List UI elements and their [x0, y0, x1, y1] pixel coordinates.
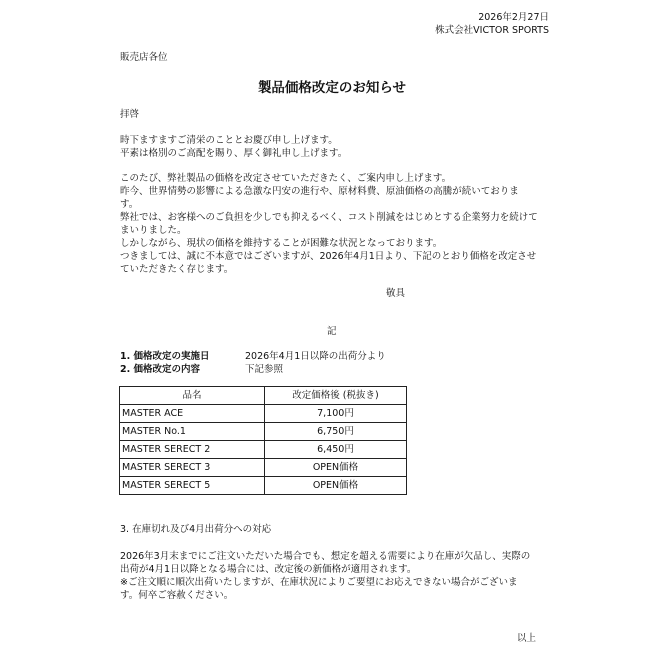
product-price: 7,100円 [265, 405, 407, 423]
section3-paragraph [120, 550, 560, 602]
section3-line: ※ご注文順に順次出荷いたしますが、在庫状況によりご要望にお応えできない場合がございま [120, 577, 518, 588]
body-line: しかしながら、現状の価格を維持することが困難な状況となっております。 [120, 238, 443, 249]
item-label-effective-date: 1. 価格改定の実施日 [120, 351, 210, 362]
document-date: 2026年2月27日 [478, 12, 549, 23]
body-line: す。 [120, 199, 139, 210]
document-title: 製品価格改定のお知らせ [257, 80, 407, 96]
recipient: 販売店各位 [120, 52, 168, 63]
product-price: OPEN価格 [265, 477, 407, 495]
product-name: MASTER SERECT 3 [120, 459, 265, 477]
product-name: MASTER SERECT 5 [120, 477, 265, 495]
table-row [120, 441, 407, 459]
closing-keigu: 敬具 [386, 288, 406, 299]
column-header-price: 改定価格後 (税抜き) [265, 387, 407, 405]
item-label-revision-content: 2. 価格改定の内容 [120, 364, 201, 375]
product-price: OPEN価格 [265, 459, 407, 477]
section3-line: 出荷が4月1日以降となる場合には、改定後の新価格が適用されます。 [120, 564, 417, 575]
body-line: まいりました。 [120, 225, 187, 236]
section3-line: す。何卒ご容赦ください。 [120, 590, 234, 601]
item-value-effective-date: 2026年4月1日以降の出荷分より [245, 351, 386, 362]
table-row [120, 459, 407, 477]
body-line: 昨今、世界情勢の影響による急激な円安の進行や、原材料費、原油価格の高騰が続いておりま [120, 186, 519, 197]
ending-ijou: 以上 [517, 633, 537, 644]
body-line: つきましては、誠に不本意ではございますが、2026年4月1日より、下記のとおり価格を改定させ [120, 251, 537, 262]
section3-heading: 3. 在庫切れ及び4月出荷分への対応 [120, 524, 272, 535]
item-value-revision-content: 下記参照 [245, 364, 284, 375]
table-row [120, 477, 407, 495]
body-paragraph [120, 172, 560, 276]
intro-line: 平素は格別のご高配を賜り、厚く御礼申し上げます。 [120, 148, 348, 159]
greeting: 拝啓 [120, 109, 140, 120]
product-price: 6,450円 [265, 441, 407, 459]
company-name: 株式会社VICTOR SPORTS [435, 25, 549, 36]
price-table [119, 386, 407, 495]
table-row [120, 423, 407, 441]
body-line: 弊社では、お客様へのご負担を少しでも抑えるべく、コスト削減をはじめとする企業努力を続けて [120, 212, 538, 223]
body-line: このたび、弊社製品の価格を改定させていただきたく、ご案内申し上げます。 [120, 173, 452, 184]
body-line: ていただきたく存じます。 [120, 264, 234, 275]
section3-line: 2026年3月末までにご注文いただいた場合でも、想定を超える需要により在庫が欠品し、実際の [120, 551, 531, 562]
product-name: MASTER No.1 [120, 423, 265, 441]
intro-paragraph [120, 134, 560, 160]
table-row [120, 405, 407, 423]
table-header-row [120, 387, 407, 405]
column-header-product: 品名 [120, 387, 265, 405]
product-name: MASTER SERECT 2 [120, 441, 265, 459]
ki-heading: 記 [327, 326, 337, 337]
product-name: MASTER ACE [120, 405, 265, 423]
intro-line: 時下ますますご清栄のこととお慶び申し上げます。 [120, 135, 338, 146]
product-price: 6,750円 [265, 423, 407, 441]
